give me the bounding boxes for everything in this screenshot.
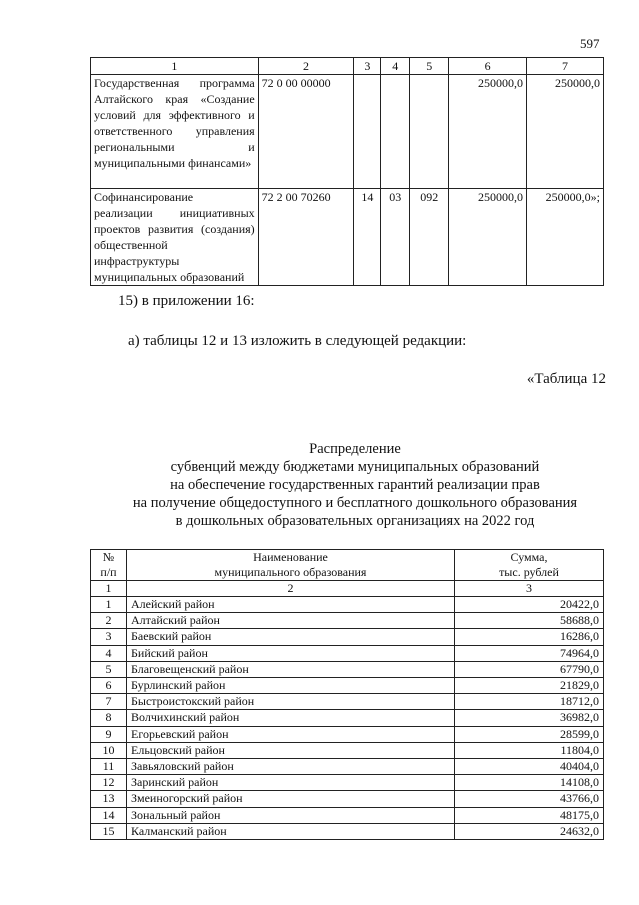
program-code: 72 2 00 70260 bbox=[258, 189, 354, 286]
row-number: 10 bbox=[91, 742, 127, 758]
program-code: 72 0 00 00000 bbox=[258, 75, 354, 189]
heading-line: в дошкольных образовательных организациях на 2022 год bbox=[175, 513, 535, 529]
amount-cell: 11804,0 bbox=[455, 742, 604, 758]
program-name: Государственная программа Алтайского края «Создание условий для эффективного и ответственного управления региональными и муниципальными финансами» bbox=[91, 75, 259, 189]
header-cell: 4 bbox=[381, 58, 410, 75]
amount-cell: 36982,0 bbox=[455, 710, 604, 726]
table-header-row bbox=[91, 550, 604, 581]
table-row bbox=[91, 726, 604, 742]
amount-cell: 67790,0 bbox=[455, 661, 604, 677]
header-sum: Сумма, тыс. рублей bbox=[455, 550, 604, 581]
row-number: 9 bbox=[91, 726, 127, 742]
row-number: 3 bbox=[91, 629, 127, 645]
table-row bbox=[91, 629, 604, 645]
table-row bbox=[91, 823, 604, 839]
row-number: 14 bbox=[91, 807, 127, 823]
amount-cell: 28599,0 bbox=[455, 726, 604, 742]
expense-type-cell: 092 bbox=[410, 189, 449, 286]
table-row bbox=[91, 775, 604, 791]
budget-table bbox=[90, 57, 604, 286]
table-row bbox=[91, 742, 604, 758]
column-index-row bbox=[91, 581, 604, 597]
municipality-name: Бурлинский район bbox=[127, 678, 455, 694]
row-number: 8 bbox=[91, 710, 127, 726]
program-name: Софинансирование реализации инициативных проектов развития (создания) общественной инфраструктуры муниципальных образований bbox=[91, 189, 259, 286]
municipality-name: Бийский район bbox=[127, 645, 455, 661]
subsection-cell: 03 bbox=[381, 189, 410, 286]
row-number: 4 bbox=[91, 645, 127, 661]
row-number: 1 bbox=[91, 597, 127, 613]
paragraph-item-15: 15) в приложении 16: bbox=[118, 293, 255, 309]
header-number: № п/п bbox=[91, 550, 127, 581]
row-number: 11 bbox=[91, 759, 127, 775]
table-row bbox=[91, 791, 604, 807]
index-cell: 1 bbox=[91, 581, 127, 597]
header-cell: 6 bbox=[449, 58, 527, 75]
municipality-name: Егорьевский район bbox=[127, 726, 455, 742]
table-body bbox=[91, 597, 604, 840]
municipality-name: Быстроистокский район bbox=[127, 694, 455, 710]
amount-cell: 21829,0 bbox=[455, 678, 604, 694]
municipality-name: Алтайский район bbox=[127, 613, 455, 629]
table-row bbox=[91, 645, 604, 661]
index-cell: 3 bbox=[455, 581, 604, 597]
row-number: 2 bbox=[91, 613, 127, 629]
heading-line: Распределение bbox=[309, 441, 401, 457]
heading-line: на получение общедоступного и бесплатного дошкольного образования bbox=[132, 495, 578, 511]
section-cell bbox=[354, 75, 381, 189]
municipality-name: Зональный район bbox=[127, 807, 455, 823]
heading-line: субвенций между бюджетами муниципальных образований bbox=[170, 459, 540, 475]
amount-cell: 250000,0 bbox=[449, 189, 527, 286]
header-cell: 3 bbox=[354, 58, 381, 75]
municipality-name: Благовещенский район bbox=[127, 661, 455, 677]
subsection-cell bbox=[381, 75, 410, 189]
table-row bbox=[91, 661, 604, 677]
header-cell: 7 bbox=[527, 58, 604, 75]
table-row bbox=[91, 678, 604, 694]
amount-cell: 250000,0 bbox=[449, 75, 527, 189]
table-row bbox=[91, 694, 604, 710]
municipality-name: Алейский район bbox=[127, 597, 455, 613]
row-number: 6 bbox=[91, 678, 127, 694]
row-number: 5 bbox=[91, 661, 127, 677]
table-row bbox=[91, 189, 604, 286]
header-name: Наименование муниципального образования bbox=[127, 550, 455, 581]
amount-cell: 43766,0 bbox=[455, 791, 604, 807]
table-row bbox=[91, 75, 604, 189]
header-cell: 5 bbox=[410, 58, 449, 75]
municipality-name: Заринский район bbox=[127, 775, 455, 791]
table-row bbox=[91, 613, 604, 629]
table-heading bbox=[0, 440, 639, 530]
expense-type-cell bbox=[410, 75, 449, 189]
table-label: «Таблица 12 bbox=[526, 371, 606, 387]
municipality-name: Ельцовский район bbox=[127, 742, 455, 758]
table-header-row bbox=[91, 58, 604, 75]
amount-cell: 250000,0 bbox=[527, 75, 604, 189]
amount-cell: 14108,0 bbox=[455, 775, 604, 791]
heading-line: на обеспечение государственных гарантий реализации прав bbox=[170, 477, 540, 493]
table-row bbox=[91, 710, 604, 726]
header-cell: 1 bbox=[91, 58, 259, 75]
municipality-name: Баевский район bbox=[127, 629, 455, 645]
row-number: 7 bbox=[91, 694, 127, 710]
row-number: 13 bbox=[91, 791, 127, 807]
municipality-name: Змеиногорский район bbox=[127, 791, 455, 807]
municipality-name: Калманский район bbox=[127, 823, 455, 839]
subvention-table bbox=[90, 549, 604, 840]
municipality-name: Завьяловский район bbox=[127, 759, 455, 775]
table-row bbox=[91, 807, 604, 823]
amount-cell: 58688,0 bbox=[455, 613, 604, 629]
section-cell: 14 bbox=[354, 189, 381, 286]
table-row bbox=[91, 597, 604, 613]
amount-cell: 24632,0 bbox=[455, 823, 604, 839]
amount-cell: 16286,0 bbox=[455, 629, 604, 645]
table-row bbox=[91, 759, 604, 775]
row-number: 12 bbox=[91, 775, 127, 791]
amount-cell: 74964,0 bbox=[455, 645, 604, 661]
row-number: 15 bbox=[91, 823, 127, 839]
amount-cell: 250000,0»; bbox=[527, 189, 604, 286]
amount-cell: 40404,0 bbox=[455, 759, 604, 775]
page-number: 597 bbox=[580, 36, 600, 51]
header-cell: 2 bbox=[258, 58, 354, 75]
index-cell: 2 bbox=[127, 581, 455, 597]
amount-cell: 18712,0 bbox=[455, 694, 604, 710]
amount-cell: 48175,0 bbox=[455, 807, 604, 823]
municipality-name: Волчихинский район bbox=[127, 710, 455, 726]
amount-cell: 20422,0 bbox=[455, 597, 604, 613]
paragraph-item-a: а) таблицы 12 и 13 изложить в следующей редакции: bbox=[128, 333, 467, 349]
